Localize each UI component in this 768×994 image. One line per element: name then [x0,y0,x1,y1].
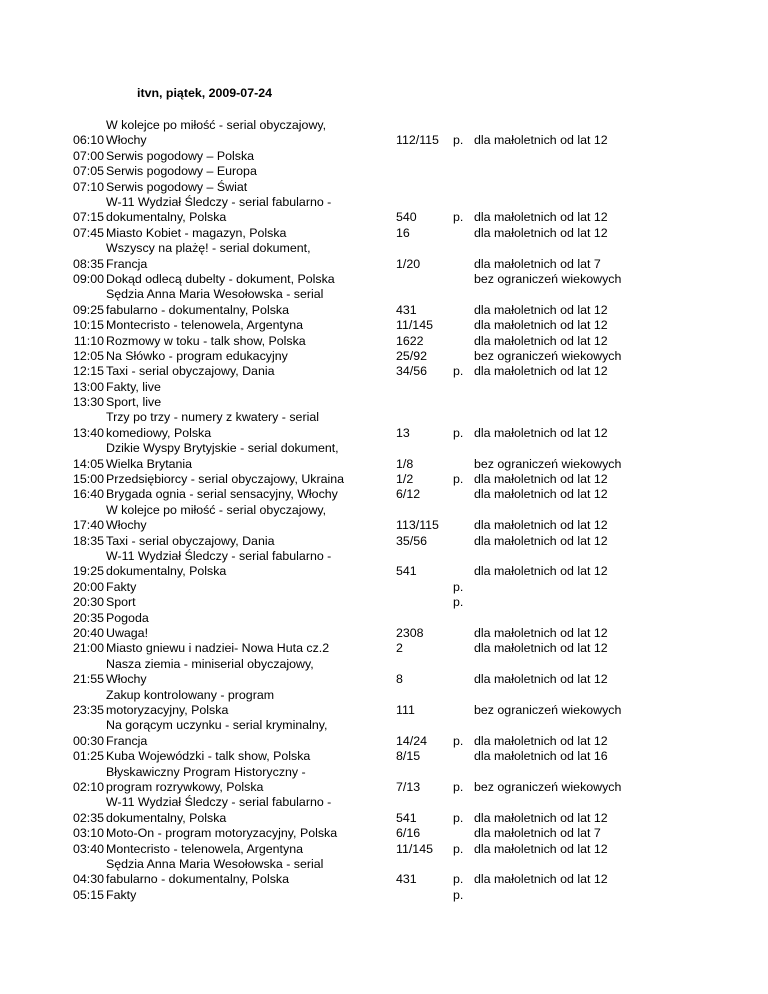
program-title-line: Taxi - serial obyczajowy, Dania [106,533,275,548]
program-title-line: Sport [106,595,136,610]
schedule-program-title [106,334,396,349]
schedule-age-rating: bez ograniczeń wiekowych [474,779,622,794]
schedule-age-rating: dla małoletnich od lat 12 [474,564,608,579]
schedule-episode: 14/24 [396,733,428,748]
schedule-age-rating: dla małoletnich od lat 12 [474,425,608,440]
schedule-row [0,534,768,549]
program-title-line: program rozrywkowy, Polska [106,779,264,794]
schedule-time: 20:30 [72,595,104,610]
program-title-line: Fakty [106,887,137,902]
schedule-time: 15:00 [72,472,104,487]
schedule-age-rating: dla małoletnich od lat 12 [474,364,608,379]
schedule-episode: 540 [396,210,417,225]
schedule-row [0,749,768,764]
program-title-line: Serwis pogodowy – Świat [106,179,248,194]
program-title-line: Miasto gniewu i nadziei- Nowa Huta cz.2 [106,641,330,656]
schedule-episode: 35/56 [396,533,428,548]
schedule-program-title [106,287,396,318]
schedule-time: 06:10 [72,133,104,148]
schedule-row [0,472,768,487]
program-title-line: Błyskawiczny Program Historyczny - [106,764,306,779]
schedule-time: 14:05 [72,456,104,471]
schedule-row [0,441,768,472]
schedule-program-title [106,749,396,764]
page-title: itvn, piątek, 2009-07-24 [137,86,272,100]
program-title-line: W-11 Wydział Śledczy - serial fabularno - [106,194,332,209]
schedule-program-title [106,487,396,502]
program-title-line: Włochy [106,672,147,687]
schedule-episode: 1/2 [396,472,414,487]
program-title-line: Wszyscy na plażę! - serial dokument, [106,241,311,256]
schedule-row [0,688,768,719]
program-title-line: W kolejce po miłość - serial obyczajowy, [106,502,327,517]
schedule-program-title [106,888,396,903]
schedule-program-title [106,595,396,610]
schedule-time: 12:15 [72,364,104,379]
schedule-program-title [106,641,396,656]
schedule-premiere-marker: p. [453,210,464,225]
schedule-row [0,795,768,826]
program-title-line: Montecristo - telenowela, Argentyna [106,318,303,333]
tv-schedule [0,118,768,903]
schedule-age-rating: dla małoletnich od lat 7 [474,256,601,271]
schedule-episode: 25/92 [396,348,428,363]
program-title-line: Włochy [106,133,147,148]
schedule-time: 07:10 [72,179,104,194]
schedule-row [0,595,768,610]
schedule-time: 03:10 [72,826,104,841]
program-title-line: W-11 Wydział Śledczy - serial fabularno - [106,795,332,810]
schedule-program-title [106,395,396,410]
schedule-program-title [106,410,396,441]
schedule-row [0,503,768,534]
schedule-row [0,611,768,626]
schedule-premiere-marker: p. [453,579,464,594]
schedule-row [0,318,768,333]
schedule-age-rating: dla małoletnich od lat 12 [474,210,608,225]
schedule-time: 17:40 [72,518,104,533]
program-title-line: Pogoda [106,610,149,625]
schedule-age-rating: dla małoletnich od lat 12 [474,672,608,687]
program-title-line: dokumentalny, Polska [106,564,227,579]
schedule-time: 13:30 [72,395,104,410]
schedule-time: 07:45 [72,225,104,240]
schedule-episode: 7/13 [396,779,421,794]
schedule-program-title [106,795,396,826]
schedule-premiere-marker: p. [453,472,464,487]
program-title-line: Moto-On - program motoryzacyjny, Polska [106,826,338,841]
program-title-line: Fakty, live [106,379,161,394]
program-title-line: Sędzia Anna Maria Wesołowska - serial [106,856,324,871]
schedule-program-title [106,611,396,626]
schedule-time: 09:00 [72,271,104,286]
schedule-time: 20:35 [72,610,104,625]
schedule-episode: 113/115 [396,518,439,533]
schedule-time: 02:35 [72,810,104,825]
schedule-row [0,641,768,656]
schedule-row [0,118,768,149]
program-title-line: Fakty [106,579,137,594]
schedule-program-title [106,241,396,272]
schedule-time: 07:15 [72,210,104,225]
schedule-program-title [106,472,396,487]
schedule-time: 18:35 [72,533,104,548]
schedule-time: 04:30 [72,872,104,887]
schedule-time: 21:00 [72,641,104,656]
schedule-row [0,487,768,502]
schedule-program-title [106,765,396,796]
schedule-episode: 6/12 [396,487,421,502]
schedule-age-rating: dla małoletnich od lat 7 [474,826,601,841]
schedule-premiere-marker: p. [453,810,464,825]
schedule-row [0,380,768,395]
schedule-time: 10:15 [72,318,104,333]
schedule-age-rating: dla małoletnich od lat 12 [474,333,608,348]
schedule-row [0,826,768,841]
program-title-line: Brygada ognia - serial sensacyjny, Włochy [106,487,338,502]
schedule-program-title [106,149,396,164]
schedule-age-rating: dla małoletnich od lat 12 [474,733,608,748]
schedule-time: 13:40 [72,425,104,440]
schedule-row [0,364,768,379]
schedule-program-title [106,349,396,364]
program-title-line: motoryzacyjny, Polska [106,702,229,717]
schedule-age-rating: dla małoletnich od lat 12 [474,641,608,656]
schedule-episode: 1/8 [396,456,414,471]
schedule-row [0,657,768,688]
schedule-premiere-marker: p. [453,364,464,379]
schedule-time: 20:00 [72,579,104,594]
schedule-row [0,626,768,641]
schedule-age-rating: dla małoletnich od lat 12 [474,133,608,148]
schedule-time: 07:00 [72,148,104,163]
schedule-time: 00:30 [72,733,104,748]
schedule-row [0,765,768,796]
schedule-row [0,164,768,179]
schedule-program-title [106,657,396,688]
schedule-row [0,272,768,287]
schedule-time: 05:15 [72,887,104,902]
program-title-line: Nasza ziemia - miniserial obyczajowy, [106,656,314,671]
program-title-line: Miasto Kobiet - magazyn, Polska [106,225,287,240]
schedule-program-title [106,441,396,472]
schedule-episode: 13 [396,425,410,440]
schedule-episode: 2 [396,641,403,656]
schedule-time: 19:25 [72,564,104,579]
schedule-age-rating: dla małoletnich od lat 12 [474,302,608,317]
program-title-line: W kolejce po miłość - serial obyczajowy, [106,117,327,132]
schedule-program-title [106,364,396,379]
schedule-premiere-marker: p. [453,733,464,748]
schedule-premiere-marker: p. [453,872,464,887]
schedule-program-title [106,826,396,841]
schedule-age-rating: dla małoletnich od lat 12 [474,225,608,240]
program-title-line: Serwis pogodowy – Europa [106,164,257,179]
schedule-premiere-marker: p. [453,425,464,440]
program-title-line: Montecristo - telenowela, Argentyna [106,841,303,856]
schedule-program-title [106,688,396,719]
schedule-episode: 1/20 [396,256,421,271]
schedule-premiere-marker: p. [453,841,464,856]
schedule-episode: 16 [396,225,410,240]
program-title-line: Trzy po trzy - numery z kwatery - serial [106,410,319,425]
schedule-age-rating: bez ograniczeń wiekowych [474,271,622,286]
schedule-row [0,349,768,364]
schedule-program-title [106,857,396,888]
schedule-row [0,857,768,888]
schedule-age-rating: dla małoletnich od lat 12 [474,533,608,548]
schedule-program-title [106,534,396,549]
schedule-age-rating: bez ograniczeń wiekowych [474,348,622,363]
schedule-premiere-marker: p. [453,779,464,794]
schedule-row [0,226,768,241]
schedule-age-rating: dla małoletnich od lat 12 [474,487,608,502]
schedule-row [0,195,768,226]
schedule-program-title [106,118,396,149]
schedule-age-rating: dla małoletnich od lat 12 [474,872,608,887]
schedule-time: 07:05 [72,164,104,179]
program-title-line: Zakup kontrolowany - program [106,687,275,702]
schedule-time: 23:35 [72,702,104,717]
schedule-premiere-marker: p. [453,887,464,902]
schedule-row [0,241,768,272]
schedule-age-rating: dla małoletnich od lat 12 [474,472,608,487]
program-title-line: dokumentalny, Polska [106,210,227,225]
schedule-episode: 11/145 [396,318,433,333]
program-title-line: Wielka Brytania [106,456,193,471]
program-title-line: Dzikie Wyspy Brytyjskie - serial dokument, [106,441,339,456]
schedule-program-title [106,580,396,595]
schedule-age-rating: dla małoletnich od lat 16 [474,749,608,764]
schedule-age-rating: dla małoletnich od lat 12 [474,626,608,640]
schedule-row [0,888,768,903]
schedule-row [0,410,768,441]
schedule-premiere-marker: p. [453,595,464,610]
program-title-line: fabularno - dokumentalny, Polska [106,872,289,887]
schedule-age-rating: dla małoletnich od lat 12 [474,810,608,825]
schedule-time: 11:10 [73,333,104,348]
schedule-age-rating: bez ograniczeń wiekowych [474,456,622,471]
schedule-episode: 431 [396,302,417,317]
schedule-time: 02:10 [72,779,104,794]
program-title-line: Przedsiębiorcy - serial obyczajowy, Ukraina [106,472,345,487]
schedule-age-rating: dla małoletnich od lat 12 [474,518,608,533]
schedule-episode: 2308 [396,626,424,640]
schedule-time: 09:25 [72,302,104,317]
schedule-program-title [106,195,396,226]
program-title-line: Dokąd odlecą dubelty - dokument, Polska [106,271,335,286]
schedule-episode: 6/16 [396,826,421,841]
program-title-line: Serwis pogodowy – Polska [106,148,255,163]
program-title-line: Kuba Wojewódzki - talk show, Polska [106,749,311,764]
program-title-line: Rozmowy w toku - talk show, Polska [106,333,306,348]
schedule-time: 16:40 [72,487,104,502]
schedule-episode: 541 [396,810,417,825]
schedule-program-title [106,842,396,857]
program-title-line: Włochy [106,518,147,533]
program-title-line: dokumentalny, Polska [106,810,227,825]
program-title-line: Francja [106,733,148,748]
program-title-line: W-11 Wydział Śledczy - serial fabularno - [106,549,332,564]
schedule-time: 13:00 [72,379,104,394]
schedule-row [0,395,768,410]
schedule-row [0,334,768,349]
program-title-line: Uwaga! [106,626,149,640]
schedule-row [0,842,768,857]
schedule-program-title [106,380,396,395]
schedule-episode: 11/145 [396,841,433,856]
schedule-episode: 8 [396,672,403,687]
schedule-age-rating: dla małoletnich od lat 12 [474,318,608,333]
schedule-episode: 111 [396,702,415,717]
schedule-time: 20:40 [72,626,104,640]
schedule-program-title [106,226,396,241]
schedule-time: 01:25 [72,749,104,764]
schedule-row [0,287,768,318]
schedule-episode: 541 [396,564,417,579]
schedule-episode: 431 [396,872,417,887]
schedule-episode: 8/15 [396,749,421,764]
program-title-line: komediowy, Polska [106,425,212,440]
schedule-program-title [106,272,396,287]
schedule-age-rating: dla małoletnich od lat 12 [474,841,608,856]
schedule-premiere-marker: p. [453,133,464,148]
schedule-time: 12:05 [72,348,104,363]
schedule-program-title [106,626,396,641]
program-title-line: Francja [106,256,148,271]
schedule-row [0,580,768,595]
schedule-program-title [106,318,396,333]
schedule-program-title [106,180,396,195]
schedule-age-rating: bez ograniczeń wiekowych [474,702,622,717]
schedule-time: 21:55 [72,672,104,687]
schedule-program-title [106,549,396,580]
program-title-line: Na gorącym uczynku - serial kryminalny, [106,718,328,733]
schedule-time: 08:35 [72,256,104,271]
schedule-row [0,549,768,580]
schedule-row [0,180,768,195]
schedule-episode: 34/56 [396,364,428,379]
program-title-line: Sędzia Anna Maria Wesołowska - serial [106,287,324,302]
schedule-program-title [106,718,396,749]
schedule-program-title [106,503,396,534]
program-title-line: fabularno - dokumentalny, Polska [106,302,289,317]
program-title-line: Na Słówko - program edukacyjny [106,348,288,363]
schedule-time: 03:40 [72,841,104,856]
program-title-line: Sport, live [106,395,162,410]
program-title-line: Taxi - serial obyczajowy, Dania [106,364,275,379]
schedule-episode: 1622 [396,333,424,348]
schedule-program-title [106,164,396,179]
schedule-row [0,718,768,749]
schedule-episode: 112/115 [396,133,439,148]
schedule-row [0,149,768,164]
